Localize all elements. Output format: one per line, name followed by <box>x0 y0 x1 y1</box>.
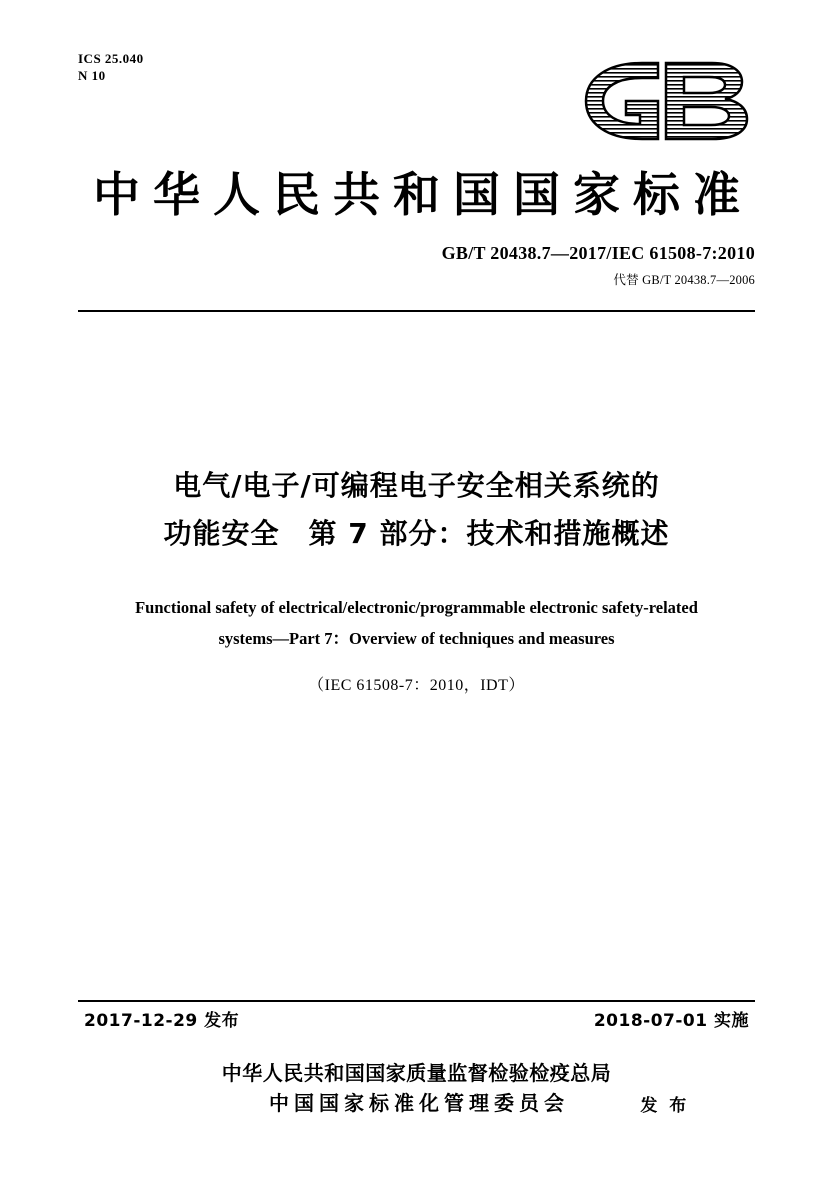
category-code: N 10 <box>78 68 106 83</box>
document-title-en-line2: systems—Part 7：Overview of techniques and measures <box>218 629 615 648</box>
national-standard-title: 中华人民共和国国家标准 <box>93 168 753 223</box>
issuer-line1: 中华人民共和国国家质量监督检验检疫总局 <box>221 1061 612 1085</box>
implementation-date: 2018-07-01 实施 <box>593 1011 749 1031</box>
standard-number: GB/T 20438.7—2017/IEC 61508-7:2010 <box>441 243 755 263</box>
issue-date: 2017-12-29 发布 <box>84 1011 240 1031</box>
date-row <box>84 1006 749 1031</box>
document-title-cn-line1: 电气/电子/可编程电子安全相关系统的 <box>173 469 660 502</box>
divider-bottom <box>78 1000 755 1002</box>
document-title-en <box>78 592 755 654</box>
document-title-cn-line2: 功能安全 第 7 部分：技术和措施概述 <box>163 517 670 550</box>
classification-codes <box>78 50 144 84</box>
standard-number-block <box>442 243 755 288</box>
publish-label: 发 布 <box>640 1096 690 1116</box>
issuer-block <box>0 1058 833 1118</box>
divider-top <box>78 310 755 312</box>
standard-replaces: 代替 GB/T 20438.7—2006 <box>613 273 755 287</box>
issuer-line2: 中国国家标准化管理委员会 <box>269 1091 569 1115</box>
ics-code: ICS 25.040 <box>78 51 144 66</box>
gb-logo-icon <box>580 60 755 142</box>
idt-reference: （IEC 61508-7：2010，IDT） <box>308 677 525 694</box>
document-title-cn <box>78 462 755 558</box>
document-title-en-line1: Functional safety of electrical/electronic/programmable electronic safety-related <box>135 598 698 617</box>
